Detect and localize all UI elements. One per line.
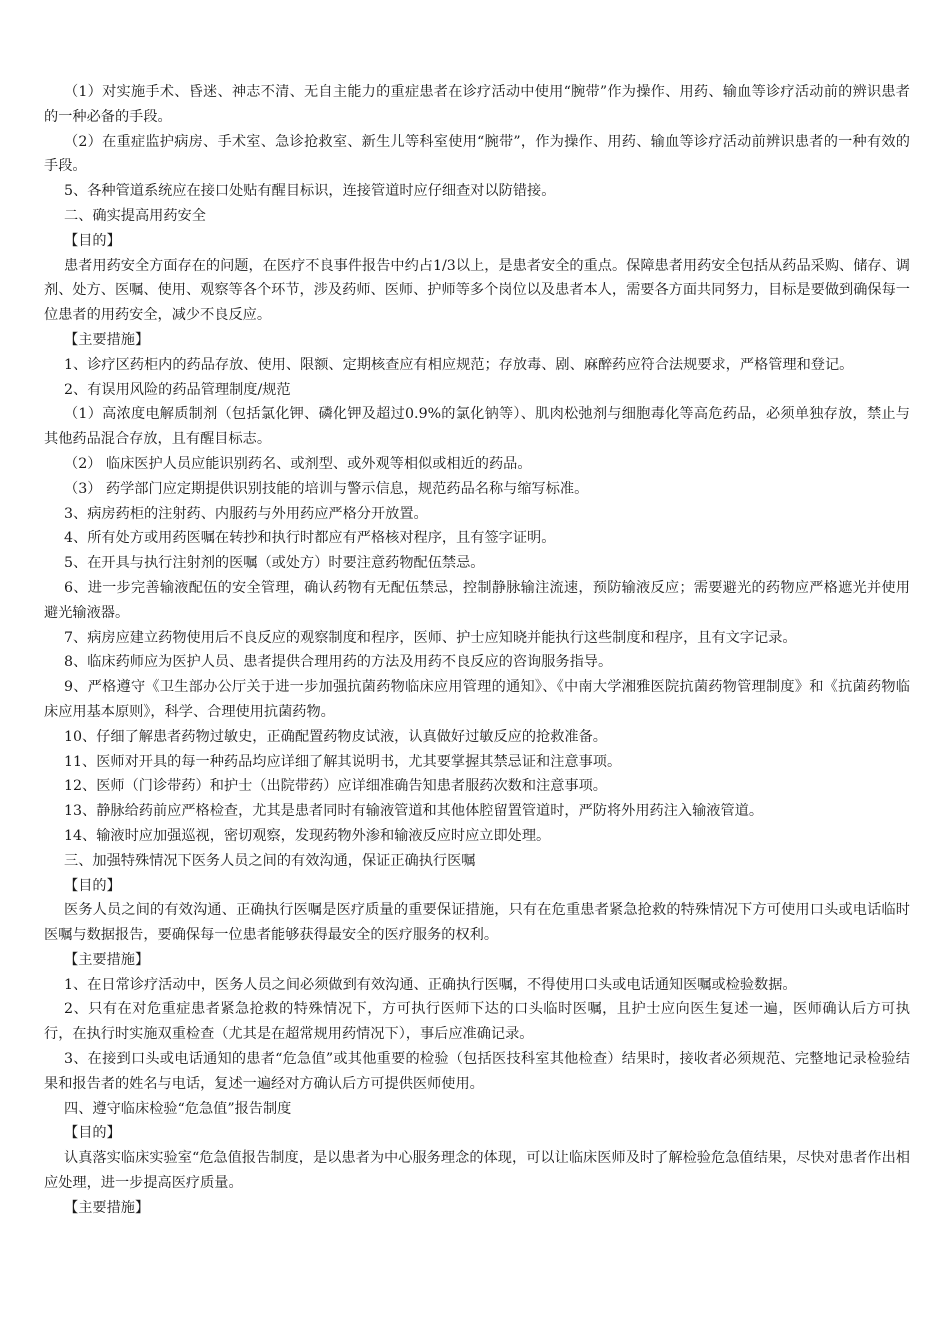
subheading: 【目的】 — [64, 877, 121, 894]
section-heading: 四、遵守临床检验“危急值”报告制度 — [64, 1100, 292, 1117]
paragraph: 1、诊疗区药柜内的药品存放、使用、限额、定期核查应有相应规范；存放毒、剧、麻醉药应符合法规要求，严格管理和登记。 — [64, 356, 854, 373]
paragraph: 8、临床药师应为医护人员、患者提供合理用药的方法及用药不良反应的咨询服务指导。 — [64, 654, 613, 671]
paragraph: （3） 药学部门应定期提供识别技能的培训与警示信息，规范药品名称与缩写标准。 — [64, 480, 589, 497]
paragraph: 医务人员之间的有效沟通、正确执行医嘱是医疗质量的重要保证措施，只有在危重患者紧急抢救的特殊情况下方可使用口头或电话临时医嘱与数据报告，要确保每一位患者能够获得最安全的医疗服务的权利。 — [44, 902, 910, 944]
paragraph: 3、在接到口头或电话通知的患者“危急值”或其他重要的检验（包括医技科室其他检查）结果时，接收者必须规范、完整地记录检验结果和报告者的姓名与电话，复述一遍经对方确认后方可提供医师使用。 — [44, 1051, 910, 1092]
paragraph: 12、医师（门诊带药）和护士（出院带药）应详细准确告知患者服药次数和注意事项。 — [64, 778, 607, 795]
paragraph: 13、静脉给药前应严格检查，尤其是患者同时有输液管道和其他体腔留置管道时，严防将外用药注入输液管道。 — [64, 803, 764, 820]
paragraph: 7、病房应建立药物使用后不良反应的观察制度和程序，医师、护士应知晓并能执行这些制度和程序，且有文字记录。 — [64, 629, 797, 646]
paragraph: （2）在重症监护病房、手术室、急诊抢救室、新生儿等科室使用“腕带”，作为操作、用药、输血等诊疗活动前辨识患者的一种有效的手段。 — [44, 133, 910, 175]
section-heading: 二、确实提高用药安全 — [64, 207, 206, 224]
paragraph: 4、所有处方或用药医嘱在转抄和执行时都应有严格核对程序，且有签字证明。 — [64, 530, 556, 547]
paragraph: 14、输液时应加强巡视，密切观察，发现药物外渗和输液反应时应立即处理。 — [64, 827, 551, 844]
paragraph: 1、在日常诊疗活动中，医务人员之间必须做到有效沟通、正确执行医嘱，不得使用口头或电话通知医嘱或检验数据。 — [64, 976, 797, 993]
paragraph: （2） 临床医护人员应能识别药名、或剂型、或外观等相似或相近的药品。 — [64, 455, 532, 472]
paragraph: 5、在开具与执行注射剂的医嘱（或处方）时要注意药物配伍禁忌。 — [64, 555, 485, 572]
subheading: 【主要措施】 — [64, 1199, 150, 1216]
paragraph: 患者用药安全方面存在的问题，在医疗不良事件报告中约占1/3以上，是患者安全的重点。保障患者用药安全包括从药品采购、储存、调剂、处方、医嘱、使用、观察等各个环节，涉及药师、医师、护师等多个岗位以及患者本人，需要各方面共同努力，目标是要做到确保每一位患者的用药安全，减少不良反应。 — [44, 257, 910, 324]
paragraph: 5、各种管道系统应在接口处贴有醒目标识，连接管道时应仔细查对以防错接。 — [64, 183, 556, 200]
paragraph: 11、医师对开具的每一种药品均应详细了解其说明书，尤其要掌握其禁忌证和注意事项。 — [64, 753, 622, 770]
paragraph: （1）高浓度电解质制剂（包括氯化钾、磷化钾及超过0.9%的氯化钠等）、肌肉松弛剂与细胞毒化等高危药品，必须单独存放，禁止与其他药品混合存放，且有醒目标志。 — [44, 406, 910, 448]
paragraph: 3、病房药柜的注射药、内服药与外用药应严格分开放置。 — [64, 505, 428, 522]
paragraph: 9、严格遵守《卫生部办公厅关于进一步加强抗菌药物临床应用管理的通知》、《中南大学湘雅医院抗菌药物管理制度》和《抗菌药物临床应用基本原则》，科学、合理使用抗菌药物。 — [44, 679, 910, 720]
subheading: 【主要措施】 — [64, 951, 150, 968]
section-heading: 三、加强特殊情况下医务人员之间的有效沟通，保证正确执行医嘱 — [64, 852, 476, 869]
paragraph: 10、仔细了解患者药物过敏史，正确配置药物皮试液，认真做好过敏反应的抢救准备。 — [64, 728, 607, 745]
paragraph: （1）对实施手术、昏迷、神志不清、无自主能力的重症患者在诊疗活动中使用“腕带”作为操作、用药、输血等诊疗活动前的辨识患者的一种必备的手段。 — [44, 84, 910, 125]
document-body — [44, 80, 910, 1221]
paragraph: 2、只有在对危重症患者紧急抢救的特殊情况下，方可执行医师下达的口头临时医嘱，且护士应向医生复述一遍，医师确认后方可执行，在执行时实施双重检查（尤其是在超常规用药情况下），事后应准确记录。 — [44, 1001, 910, 1043]
subheading: 【目的】 — [64, 1125, 121, 1142]
subheading: 【目的】 — [64, 232, 121, 249]
subheading: 【主要措施】 — [64, 331, 150, 348]
paragraph: 6、进一步完善输液配伍的安全管理，确认药物有无配伍禁忌，控制静脉输注流速，预防输液反应；需要避光的药物应严格遮光并使用避光输液器。 — [44, 579, 910, 621]
paragraph: 2、有误用风险的药品管理制度/规范 — [64, 381, 291, 398]
paragraph: 认真落实临床实验室“危急值报告制度，是以患者为中心服务理念的体现，可以让临床医师及时了解检验危急值结果，尽快对患者作出相应处理，进一步提高医疗质量。 — [44, 1150, 910, 1192]
